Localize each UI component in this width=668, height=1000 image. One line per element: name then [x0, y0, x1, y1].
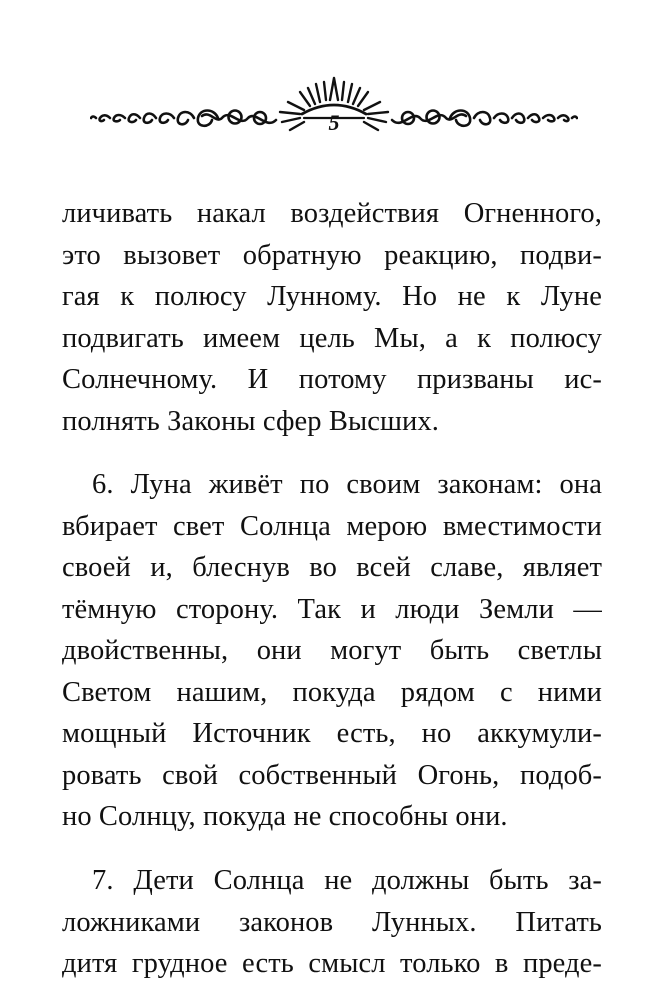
text-line: Светом нашим, покуда рядом с ними: [62, 676, 602, 708]
text-line: подвигать имеем цель Мы, а к полюсу: [62, 322, 602, 354]
text-line: дитя грудное есть смысл только в преде-: [62, 948, 602, 979]
text-line: ровать свой собственный Огонь, подоб-: [62, 759, 602, 791]
text-line: мощный Источник есть, но аккумули-: [62, 718, 602, 749]
text-line: вбирает свет Солнца мерою вместимости: [62, 510, 602, 542]
text-line: своей и, блеснув во всей славе, являет: [62, 552, 602, 583]
text-line: но Солнцу, покуда не способны они.: [62, 801, 508, 832]
text-line: полнять Законы сфер Высших.: [62, 405, 439, 437]
text-line: ложниками законов Лунных. Питать: [62, 906, 602, 938]
text-line: это вызовет обратную реакцию, подви-: [62, 239, 602, 271]
text-line: двойственны, они могут быть светлы: [62, 635, 602, 666]
text-line: 6. Луна живёт по своим законам: она: [92, 469, 602, 500]
text-line: 7. Дети Солнца не должны быть за-: [92, 865, 602, 896]
page-number: 5: [328, 110, 340, 135]
text-line: гая к полюсу Лунному. Но не к Луне: [62, 281, 602, 312]
paragraph-7: [62, 860, 602, 985]
text-line: тёмную сторону. Так и люди Земли —: [62, 593, 602, 625]
text-line: Солнечному. И потому призваны ис-: [62, 364, 602, 395]
text-line: личивать накал воздействия Огненного,: [62, 198, 602, 229]
paragraph-6: [62, 464, 602, 838]
paragraph-continuation: [62, 193, 602, 442]
